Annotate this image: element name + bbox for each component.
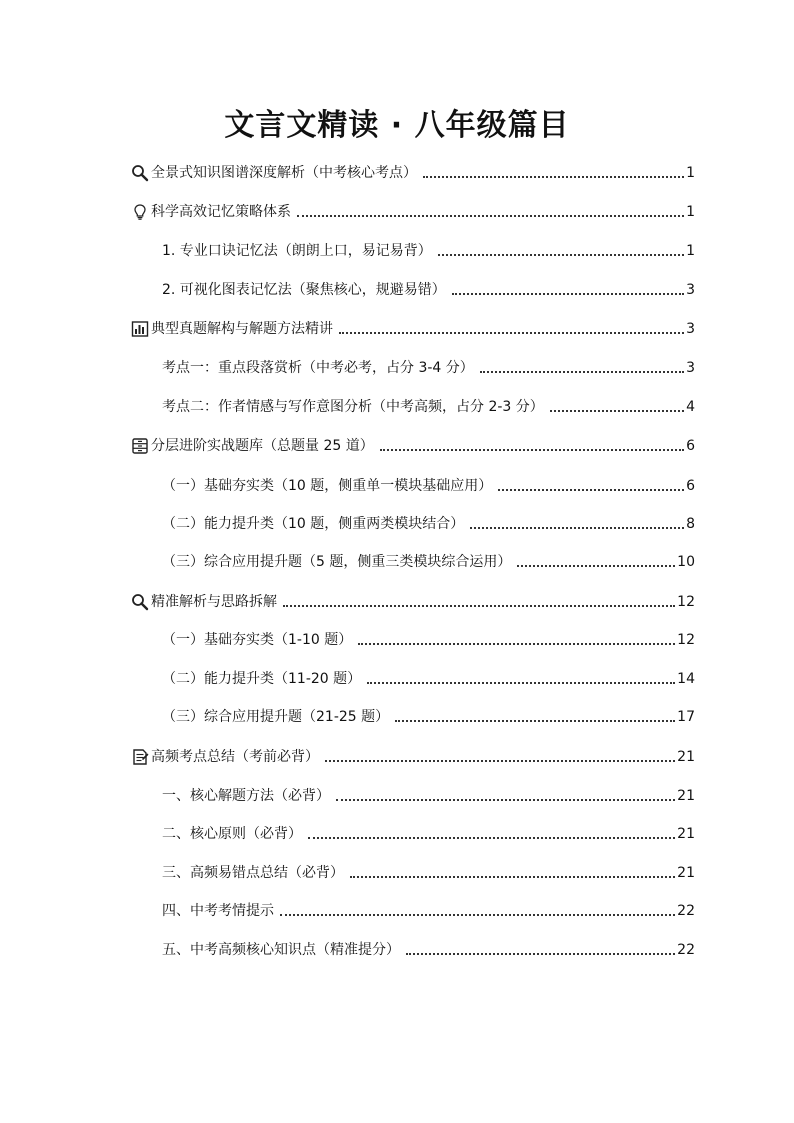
dot-leader [452, 293, 684, 295]
toc-entry[interactable] [162, 902, 695, 920]
dot-leader [280, 914, 675, 916]
dot-leader [325, 760, 675, 762]
toc-entry-title: 科学高效记忆策略体系 [151, 204, 291, 220]
toc-entry[interactable] [162, 941, 695, 959]
dot-leader [380, 449, 684, 451]
toc-page-number: 10 [677, 554, 695, 570]
dot-leader [350, 876, 675, 878]
toc-entry[interactable] [162, 825, 695, 843]
toc-entry-title: （二）能力提升类（11-20 题） [162, 671, 362, 687]
toc-entry-title: （二）能力提升类（10 题，侧重两类模块结合） [162, 516, 465, 532]
toc-entry-title: 1. 专业口诀记忆法（朗朗上口，易记易背） [162, 243, 432, 259]
bar-chart-icon [131, 320, 149, 338]
toc-entry[interactable] [131, 320, 695, 338]
dot-leader [339, 332, 684, 334]
dot-leader [308, 837, 675, 839]
toc-entry-title: （一）基础夯实类（1-10 题） [162, 632, 353, 648]
toc-page-number: 21 [677, 788, 695, 804]
dot-leader [423, 176, 684, 178]
toc-page-number: 22 [677, 903, 695, 919]
toc-entry[interactable] [162, 242, 695, 260]
dot-leader [336, 799, 675, 801]
dot-leader [283, 605, 675, 607]
dot-leader [438, 254, 684, 256]
dot-leader [517, 565, 675, 567]
magnifier-icon [131, 593, 149, 611]
toc-entry[interactable] [131, 203, 695, 221]
toc-entry-title: 分层进阶实战题库（总题量 25 道） [151, 438, 374, 454]
toc-page-number: 1 [686, 243, 695, 259]
toc-entry-title: 三、高频易错点总结（必背） [162, 865, 344, 881]
toc-page-number: 12 [677, 594, 695, 610]
toc-entry[interactable] [162, 631, 695, 649]
toc-page-number: 8 [686, 516, 695, 532]
toc-page-number: 17 [677, 709, 695, 725]
dot-leader [406, 953, 675, 955]
dot-leader [480, 371, 684, 373]
dot-leader [367, 682, 675, 684]
toc-page-number: 1 [686, 165, 695, 181]
toc-page-number: 4 [686, 399, 695, 415]
toc-page-number: 6 [686, 438, 695, 454]
toc-entry[interactable] [131, 437, 695, 455]
toc-page-number: 1 [686, 204, 695, 220]
toc-entry[interactable] [162, 359, 695, 377]
toc-entry-title: 精准解析与思路拆解 [151, 594, 277, 610]
toc-page-number: 21 [677, 749, 695, 765]
toc-entry-title: 五、中考高频核心知识点（精准提分） [162, 942, 400, 958]
toc-page-number: 6 [686, 478, 695, 494]
toc-entry[interactable] [162, 398, 695, 416]
toc-entry[interactable] [131, 164, 695, 182]
toc-entry-title: （一）基础夯实类（10 题，侧重单一模块基础应用） [162, 478, 493, 494]
toc-entry[interactable] [162, 553, 695, 571]
toc-page-number: 3 [686, 360, 695, 376]
toc-entry[interactable] [162, 477, 695, 495]
toc-page-number: 3 [686, 321, 695, 337]
magnifier-icon [131, 164, 149, 182]
dot-leader [358, 643, 675, 645]
toc-entry-title: 全景式知识图谱深度解析（中考核心考点） [151, 165, 417, 181]
toc-entry[interactable] [162, 281, 695, 299]
toc-entry-title: 2. 可视化图表记忆法（聚焦核心，规避易错） [162, 282, 446, 298]
dot-leader [550, 410, 684, 412]
toc-entry-title: （三）综合应用提升题（5 题，侧重三类模块综合运用） [162, 554, 512, 570]
file-cabinet-icon [131, 437, 149, 455]
dot-leader [470, 527, 684, 529]
toc-page-number: 3 [686, 282, 695, 298]
toc-page-number: 14 [677, 671, 695, 687]
dot-leader [395, 720, 675, 722]
toc-page-number: 12 [677, 632, 695, 648]
notepad-icon [131, 748, 149, 766]
page-title: 文言文精读 · 八年级篇目 [224, 108, 570, 143]
toc-entry-title: 高频考点总结（考前必背） [151, 749, 319, 765]
toc-entry[interactable] [162, 515, 695, 533]
dot-leader [498, 489, 684, 491]
toc-entry-title: 一、核心解题方法（必背） [162, 788, 330, 804]
toc-entry[interactable] [131, 748, 695, 766]
toc-page-number: 21 [677, 865, 695, 881]
toc-entry-title: 考点二：作者情感与写作意图分析（中考高频，占分 2-3 分） [162, 399, 544, 415]
toc-entry[interactable] [162, 708, 695, 726]
toc-entry-title: （三）综合应用提升题（21-25 题） [162, 709, 390, 725]
toc-entry[interactable] [162, 670, 695, 688]
toc-entry-title: 四、中考考情提示 [162, 903, 274, 919]
toc-entry[interactable] [131, 593, 695, 611]
lightbulb-icon [131, 203, 149, 221]
toc-page-number: 21 [677, 826, 695, 842]
toc-entry-title: 二、核心原则（必背） [162, 826, 302, 842]
toc-entry-title: 考点一：重点段落赏析（中考必考，占分 3-4 分） [162, 360, 474, 376]
toc-entry[interactable] [162, 864, 695, 882]
toc-page-number: 22 [677, 942, 695, 958]
toc-entry[interactable] [162, 787, 695, 805]
dot-leader [297, 215, 684, 217]
toc-entry-title: 典型真题解构与解题方法精讲 [151, 321, 333, 337]
